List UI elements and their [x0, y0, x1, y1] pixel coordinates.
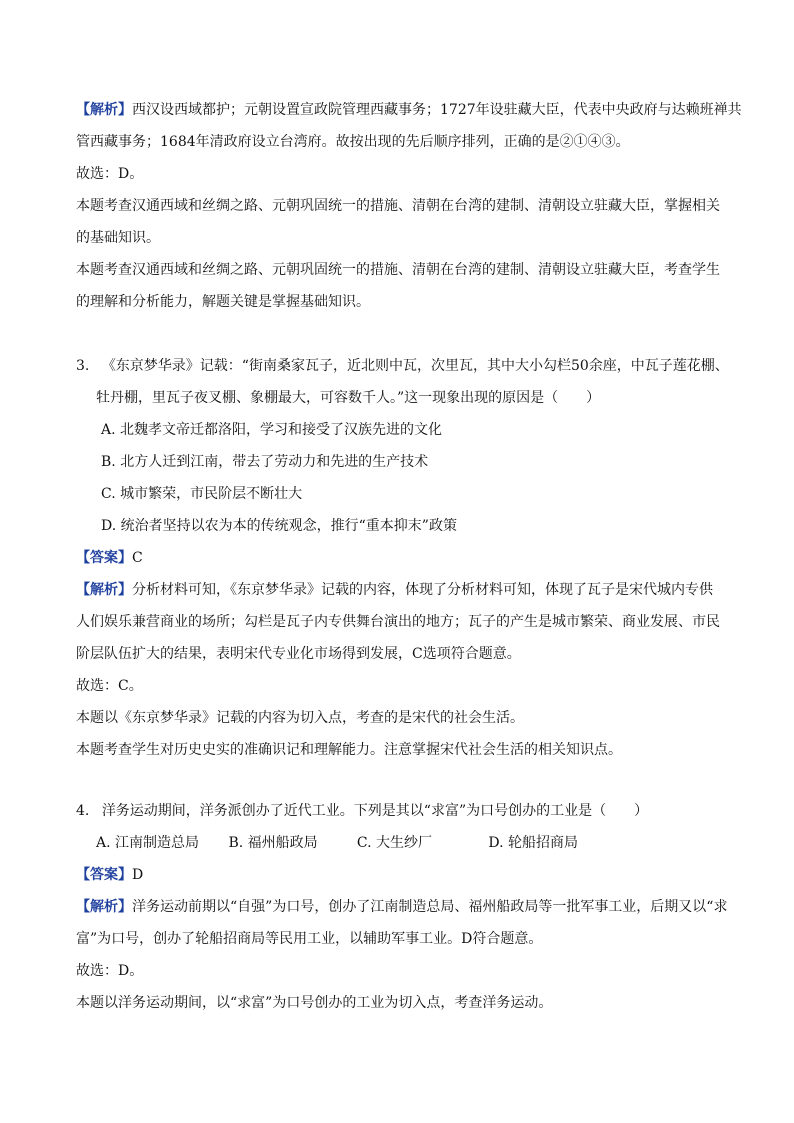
q4-answer	[76, 864, 143, 886]
q4-stem	[76, 800, 648, 822]
q3-option-a[interactable]: A. 北魏孝文帝迁都洛阳，学习和接受了汉族先进的文化	[101, 422, 443, 438]
q3-analysis-line2: 人们娱乐兼营商业的场所；勾栏是瓦子内专供舞台演出的地方；瓦子的产生是城市繁荣、商业发展、市民	[76, 614, 720, 630]
q2-note2-line1: 本题考查汉通西域和丝绸之路、元朝巩固统一的措施、清朝在台湾的建制、清朝设立驻藏大臣，考查学生	[76, 262, 720, 278]
analysis-tag: 【解析】	[76, 582, 132, 598]
q4-option-b[interactable]: B. 福州船政局	[228, 835, 318, 851]
q4-option-d[interactable]: D. 轮船招商局	[488, 835, 578, 851]
q3-note1: 本题以《东京梦华录》记载的内容为切入点，考查的是宋代的社会生活。	[76, 710, 524, 726]
q3-analysis-line1: 【解析】分析材料可知，《东京梦华录》记载的内容，体现了分析材料可知，体现了瓦子是宋代城内专供	[76, 582, 713, 598]
answer-value: D	[132, 867, 144, 883]
q4-analysis-line1: 【解析】洋务运动前期以“自强”为口号，创办了江南制造总局、福州船政局等一批军事工业，后期又以“求	[76, 899, 728, 915]
q2-note2-line2: 的理解和分析能力，解题关键是掌握基础知识。	[76, 294, 370, 310]
answer-tag: 【答案】	[76, 867, 132, 883]
q4-option-c[interactable]: C. 大生纱厂	[356, 835, 433, 851]
analysis-tag: 【解析】	[76, 102, 132, 118]
q3-option-d[interactable]: D. 统治者坚持以农为本的传统观念，推行“重本抑末”政策	[101, 518, 457, 534]
q3-note2: 本题考查学生对历史史实的准确识记和理解能力。注意掌握宋代社会生活的相关知识点。	[76, 742, 622, 758]
q3-answer	[76, 547, 143, 569]
analysis-tag: 【解析】	[76, 899, 132, 915]
question-stem: 洋务运动期间，洋务派创办了近代工业。下列是其以“求富”为口号创办的工业是（ ）	[101, 803, 649, 819]
analysis-text: 西汉设西域都护；元朝设置宣政院管理西藏事务；1727年设驻藏大臣，代表中央政府与达赖班禅共	[132, 102, 742, 118]
question-stem: 《东京梦华录》记载：“街南桑家瓦子，近北则中瓦，次里瓦，其中大小勾栏50余座，中瓦子莲花棚、	[101, 358, 729, 374]
q3-option-c[interactable]: C. 城市繁荣，市民阶层不断壮大	[101, 486, 303, 502]
answer-tag: 【答案】	[76, 550, 132, 566]
q3-option-b[interactable]: B. 北方人迁到江南，带去了劳动力和先进的生产技术	[101, 454, 429, 470]
q2-note1-line1: 本题考查汉通西域和丝绸之路、元朝巩固统一的措施、清朝在台湾的建制、清朝设立驻藏大臣，掌握相关	[76, 198, 720, 214]
q4-choice: 故选：D。	[76, 963, 144, 979]
answer-value: C	[132, 550, 143, 566]
q3-stem-line2: 牡丹棚，里瓦子夜叉棚、象棚最大，可容数千人。”这一现象出现的原因是（ ）	[96, 390, 601, 406]
q2-analysis-line1	[76, 99, 742, 121]
question-number: 3.	[76, 358, 90, 374]
q4-options	[96, 832, 578, 854]
q4-option-a[interactable]: A. 江南制造总局	[96, 835, 200, 851]
question-number: 4.	[76, 803, 90, 819]
q2-choice: 故选：D。	[76, 166, 144, 182]
q2-analysis-line2: 管西藏事务；1684年清政府设立台湾府。故按出现的先后顺序排列，正确的是②①④③。	[76, 134, 630, 150]
q4-note1: 本题以洋务运动期间，以“求富”为口号创办的工业为切入点，考查洋务运动。	[76, 995, 553, 1011]
q3-stem-line1	[76, 355, 729, 377]
q3-choice: 故选：C。	[76, 678, 143, 694]
q2-note1-line2: 的基础知识。	[76, 230, 160, 246]
q4-analysis-line2: 富”为口号，创办了轮船招商局等民用工业，以辅助军事工业。D符合题意。	[76, 931, 543, 947]
q3-analysis-line3: 阶层队伍扩大的结果，表明宋代专业化市场得到发展，C选项符合题意。	[76, 646, 521, 662]
